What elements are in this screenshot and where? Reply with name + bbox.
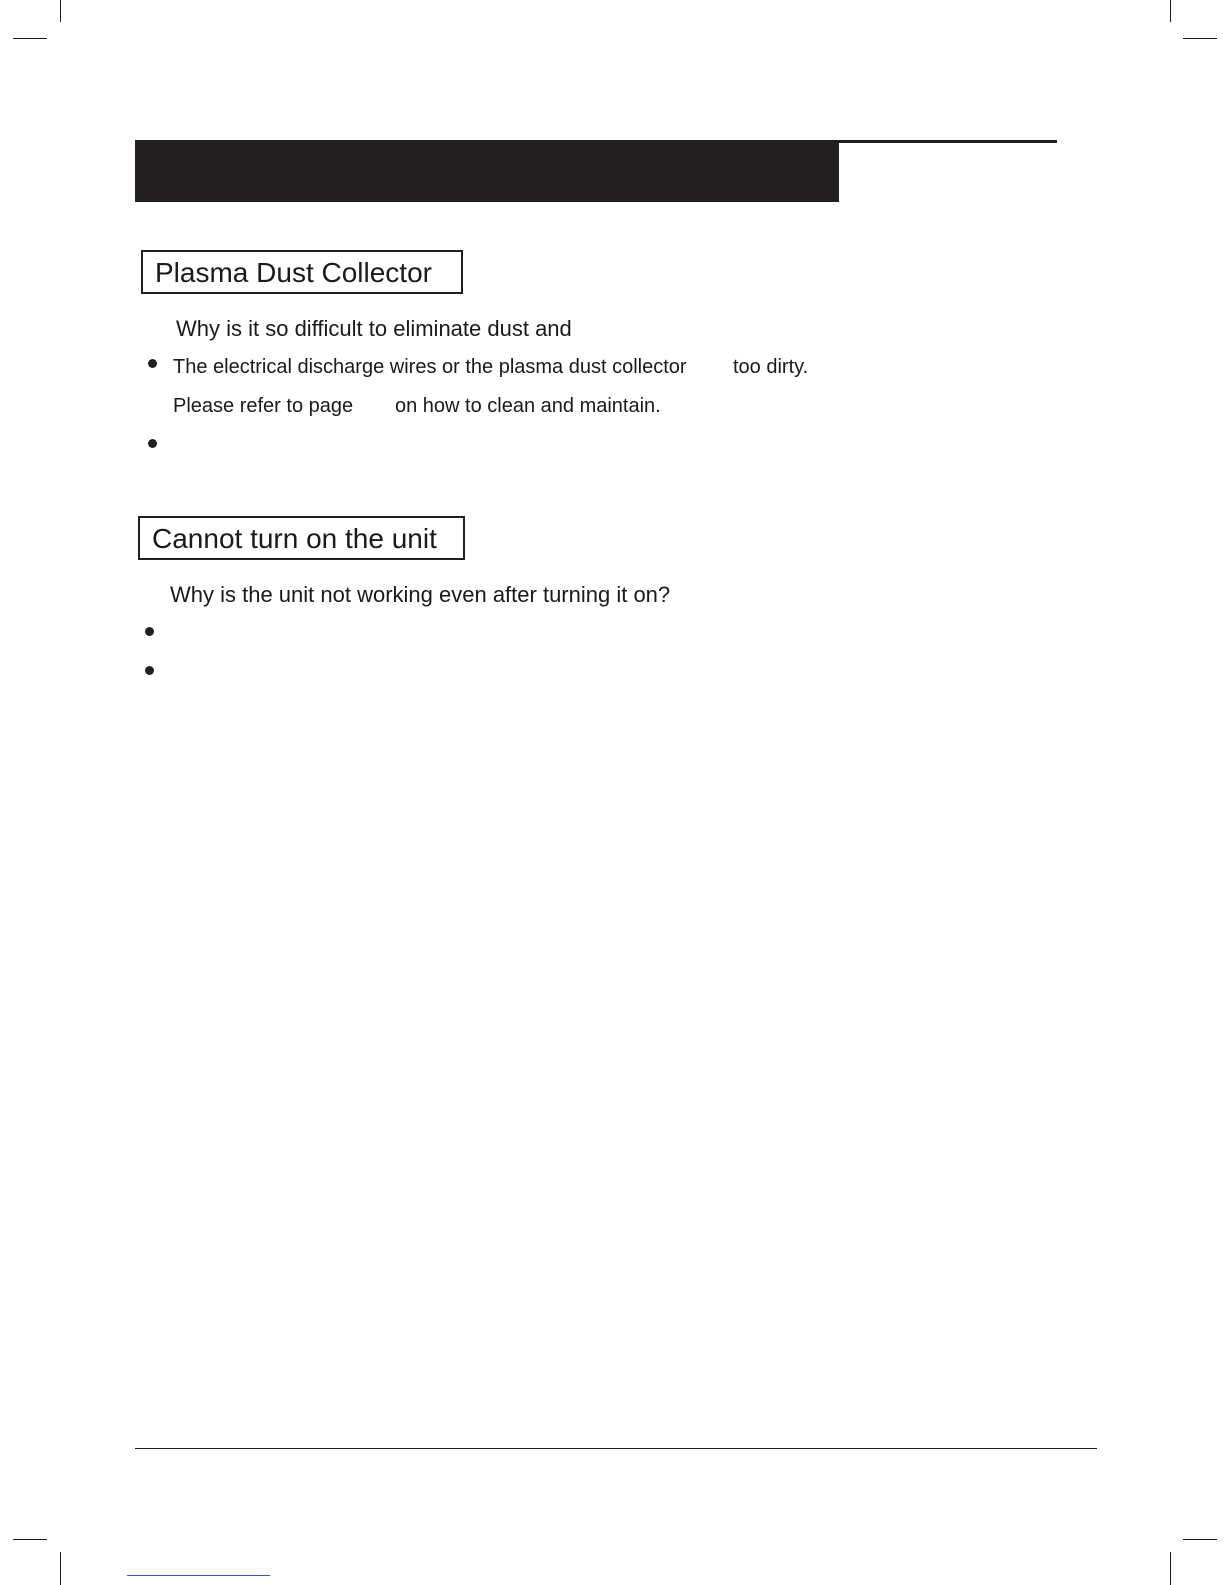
crop-mark-bottom-left-vertical xyxy=(60,1552,61,1585)
footer-link-underline xyxy=(127,1575,270,1576)
crop-mark-top-right-horizontal xyxy=(1183,38,1217,39)
crop-mark-bottom-left-horizontal xyxy=(13,1539,47,1540)
crop-mark-bottom-right-vertical xyxy=(1170,1552,1171,1585)
section-title-plasma-dust-collector xyxy=(141,250,463,294)
section-title-text: Cannot turn on the unit xyxy=(152,523,437,554)
bullet-dot xyxy=(148,439,157,448)
bullet-text-part1: The electrical discharge wires or the plasma dust collector xyxy=(173,356,687,378)
crop-mark-top-left-vertical xyxy=(60,0,61,22)
crop-mark-bottom-right-horizontal xyxy=(1183,1539,1217,1540)
footer-rule xyxy=(135,1448,1097,1449)
bullet-text-line2-part1: Please refer to page xyxy=(173,395,354,417)
section-title-cannot-turn-on xyxy=(138,516,465,560)
header-rule xyxy=(839,140,1057,143)
page-header-bar xyxy=(135,140,839,202)
section-question: Why is the unit not working even after turning it on? xyxy=(170,582,671,607)
bullet-dot xyxy=(145,627,154,636)
bullet-text-line2-part2: on how to clean and maintain. xyxy=(395,395,661,417)
bullet-text-part2: too dirty. xyxy=(733,356,809,378)
bullet-dot xyxy=(145,666,154,675)
section-title-text: Plasma Dust Collector xyxy=(155,257,432,288)
crop-mark-top-left-horizontal xyxy=(13,38,47,39)
bullet-dot xyxy=(148,359,157,368)
section-question: Why is it so difficult to eliminate dust and xyxy=(176,316,572,341)
crop-mark-top-right-vertical xyxy=(1170,0,1171,22)
